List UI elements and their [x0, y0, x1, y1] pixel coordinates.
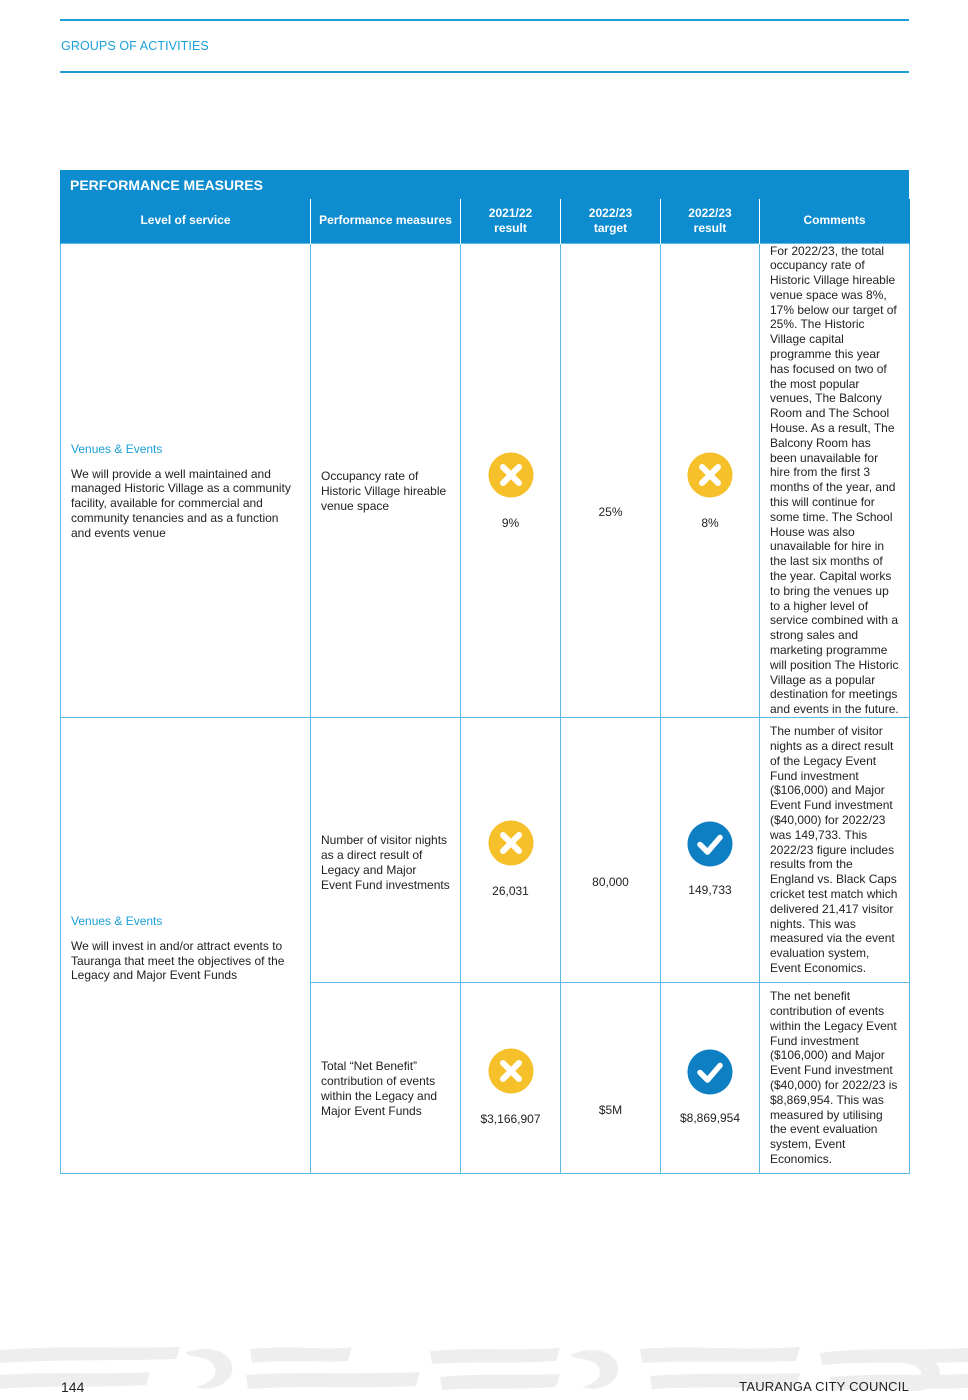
result-2122-cell — [461, 983, 561, 1174]
table-header-row — [61, 199, 910, 243]
measure-cell: Total “Net Benefit” contribution of events within the Legacy and Major Event Funds — [311, 983, 461, 1174]
col-performance-measures: Performance measures — [311, 199, 461, 243]
result-2122-value: 9% — [501, 515, 520, 530]
table-title: PERFORMANCE MEASURES — [60, 170, 909, 199]
header-top-rule — [60, 19, 909, 21]
result-2223-value: $8,869,954 — [679, 1110, 741, 1125]
col-target-2223: 2022/23 target — [561, 199, 661, 243]
level-of-service-title: Venues & Events — [71, 913, 163, 928]
cross-icon — [488, 820, 534, 866]
cross-icon — [488, 1048, 534, 1094]
table-row — [61, 243, 910, 718]
table-row — [61, 718, 910, 983]
section-label: GROUPS OF ACTIVITIES — [61, 39, 209, 53]
result-2223-value: 149,733 — [688, 882, 732, 897]
result-2223-cell — [661, 243, 760, 718]
result-2223-cell — [661, 718, 760, 983]
organisation-name: TAURANGA CITY COUNCIL — [739, 1379, 909, 1394]
cross-icon — [488, 452, 534, 498]
measure-cell: Number of visitor nights as a direct result of Legacy and Major Event Fund investments — [311, 718, 461, 983]
comment-cell: The number of visitor nights as a direct result of the Legacy Event Fund investment ($106,000) and Major Event Fund investment ($40,000) for 2022/23 was 149,733. This 2022/23 figure includes results from the England vs. Black Caps cricket test match which delivered 21,417 visitor nights. This was measured via the event evaluation system, Event Economics. — [760, 718, 910, 983]
level-of-service-cell — [61, 243, 311, 718]
performance-table — [60, 199, 910, 1174]
col-comments: Comments — [760, 199, 910, 243]
comment-cell: The net benefit contribution of events within the Legacy Event Fund investment ($106,000) and Major Event Fund investment ($40,000) for 2022/23 is $8,869,954. This was measured by utilising the event evaluation system, Event Economics. — [760, 983, 910, 1174]
check-icon — [687, 1049, 733, 1095]
result-2223-cell — [661, 983, 760, 1174]
level-of-service-cell — [61, 718, 311, 1174]
level-of-service-text: We will invest in and/or attract events to Tauranga that meet the objectives of the Legacy and Major Event Funds — [71, 938, 285, 983]
target-2223-cell: 25% — [561, 243, 661, 718]
check-icon — [687, 821, 733, 867]
target-2223-cell: $5M — [561, 983, 661, 1174]
col-result-2223: 2022/23 result — [661, 199, 760, 243]
level-of-service-text: We will provide a well maintained and managed Historic Village as a community facility, available for commercial and community tenancies and as a function and events venue — [71, 466, 291, 540]
comment-cell: For 2022/23, the total occupancy rate of Historic Village hireable venue space was 8%, 17% below our target of 25%. The Historic Village capital programme this year has focused on two of the most popular venues, The Balcony Room and The School House. As a result, The Balcony Room has been unavailable for hire from the first 3 months of the year, and this will continue for some time. The School House was also unavailable for hire in the last six months of the year. Capital works to bring the venues up to a higher level of service combined with a strong sales and marketing programme will position The Historic Village as a popular destination for meetings and events in the future. — [760, 243, 910, 718]
page-number: 144 — [61, 1379, 85, 1395]
result-2122-value: 26,031 — [492, 883, 529, 898]
measure-cell: Occupancy rate of Historic Village hireable venue space — [311, 243, 461, 718]
result-2122-cell — [461, 243, 561, 718]
result-2223-value: 8% — [701, 515, 719, 530]
level-of-service-title: Venues & Events — [71, 441, 163, 456]
col-result-2122: 2021/22 result — [461, 199, 561, 243]
result-2122-value: $3,166,907 — [480, 1111, 541, 1126]
col-level-of-service: Level of service — [61, 199, 311, 243]
cross-icon — [687, 452, 733, 498]
result-2122-cell — [461, 718, 561, 983]
target-2223-cell: 80,000 — [561, 718, 661, 983]
header-bottom-rule — [60, 71, 909, 73]
